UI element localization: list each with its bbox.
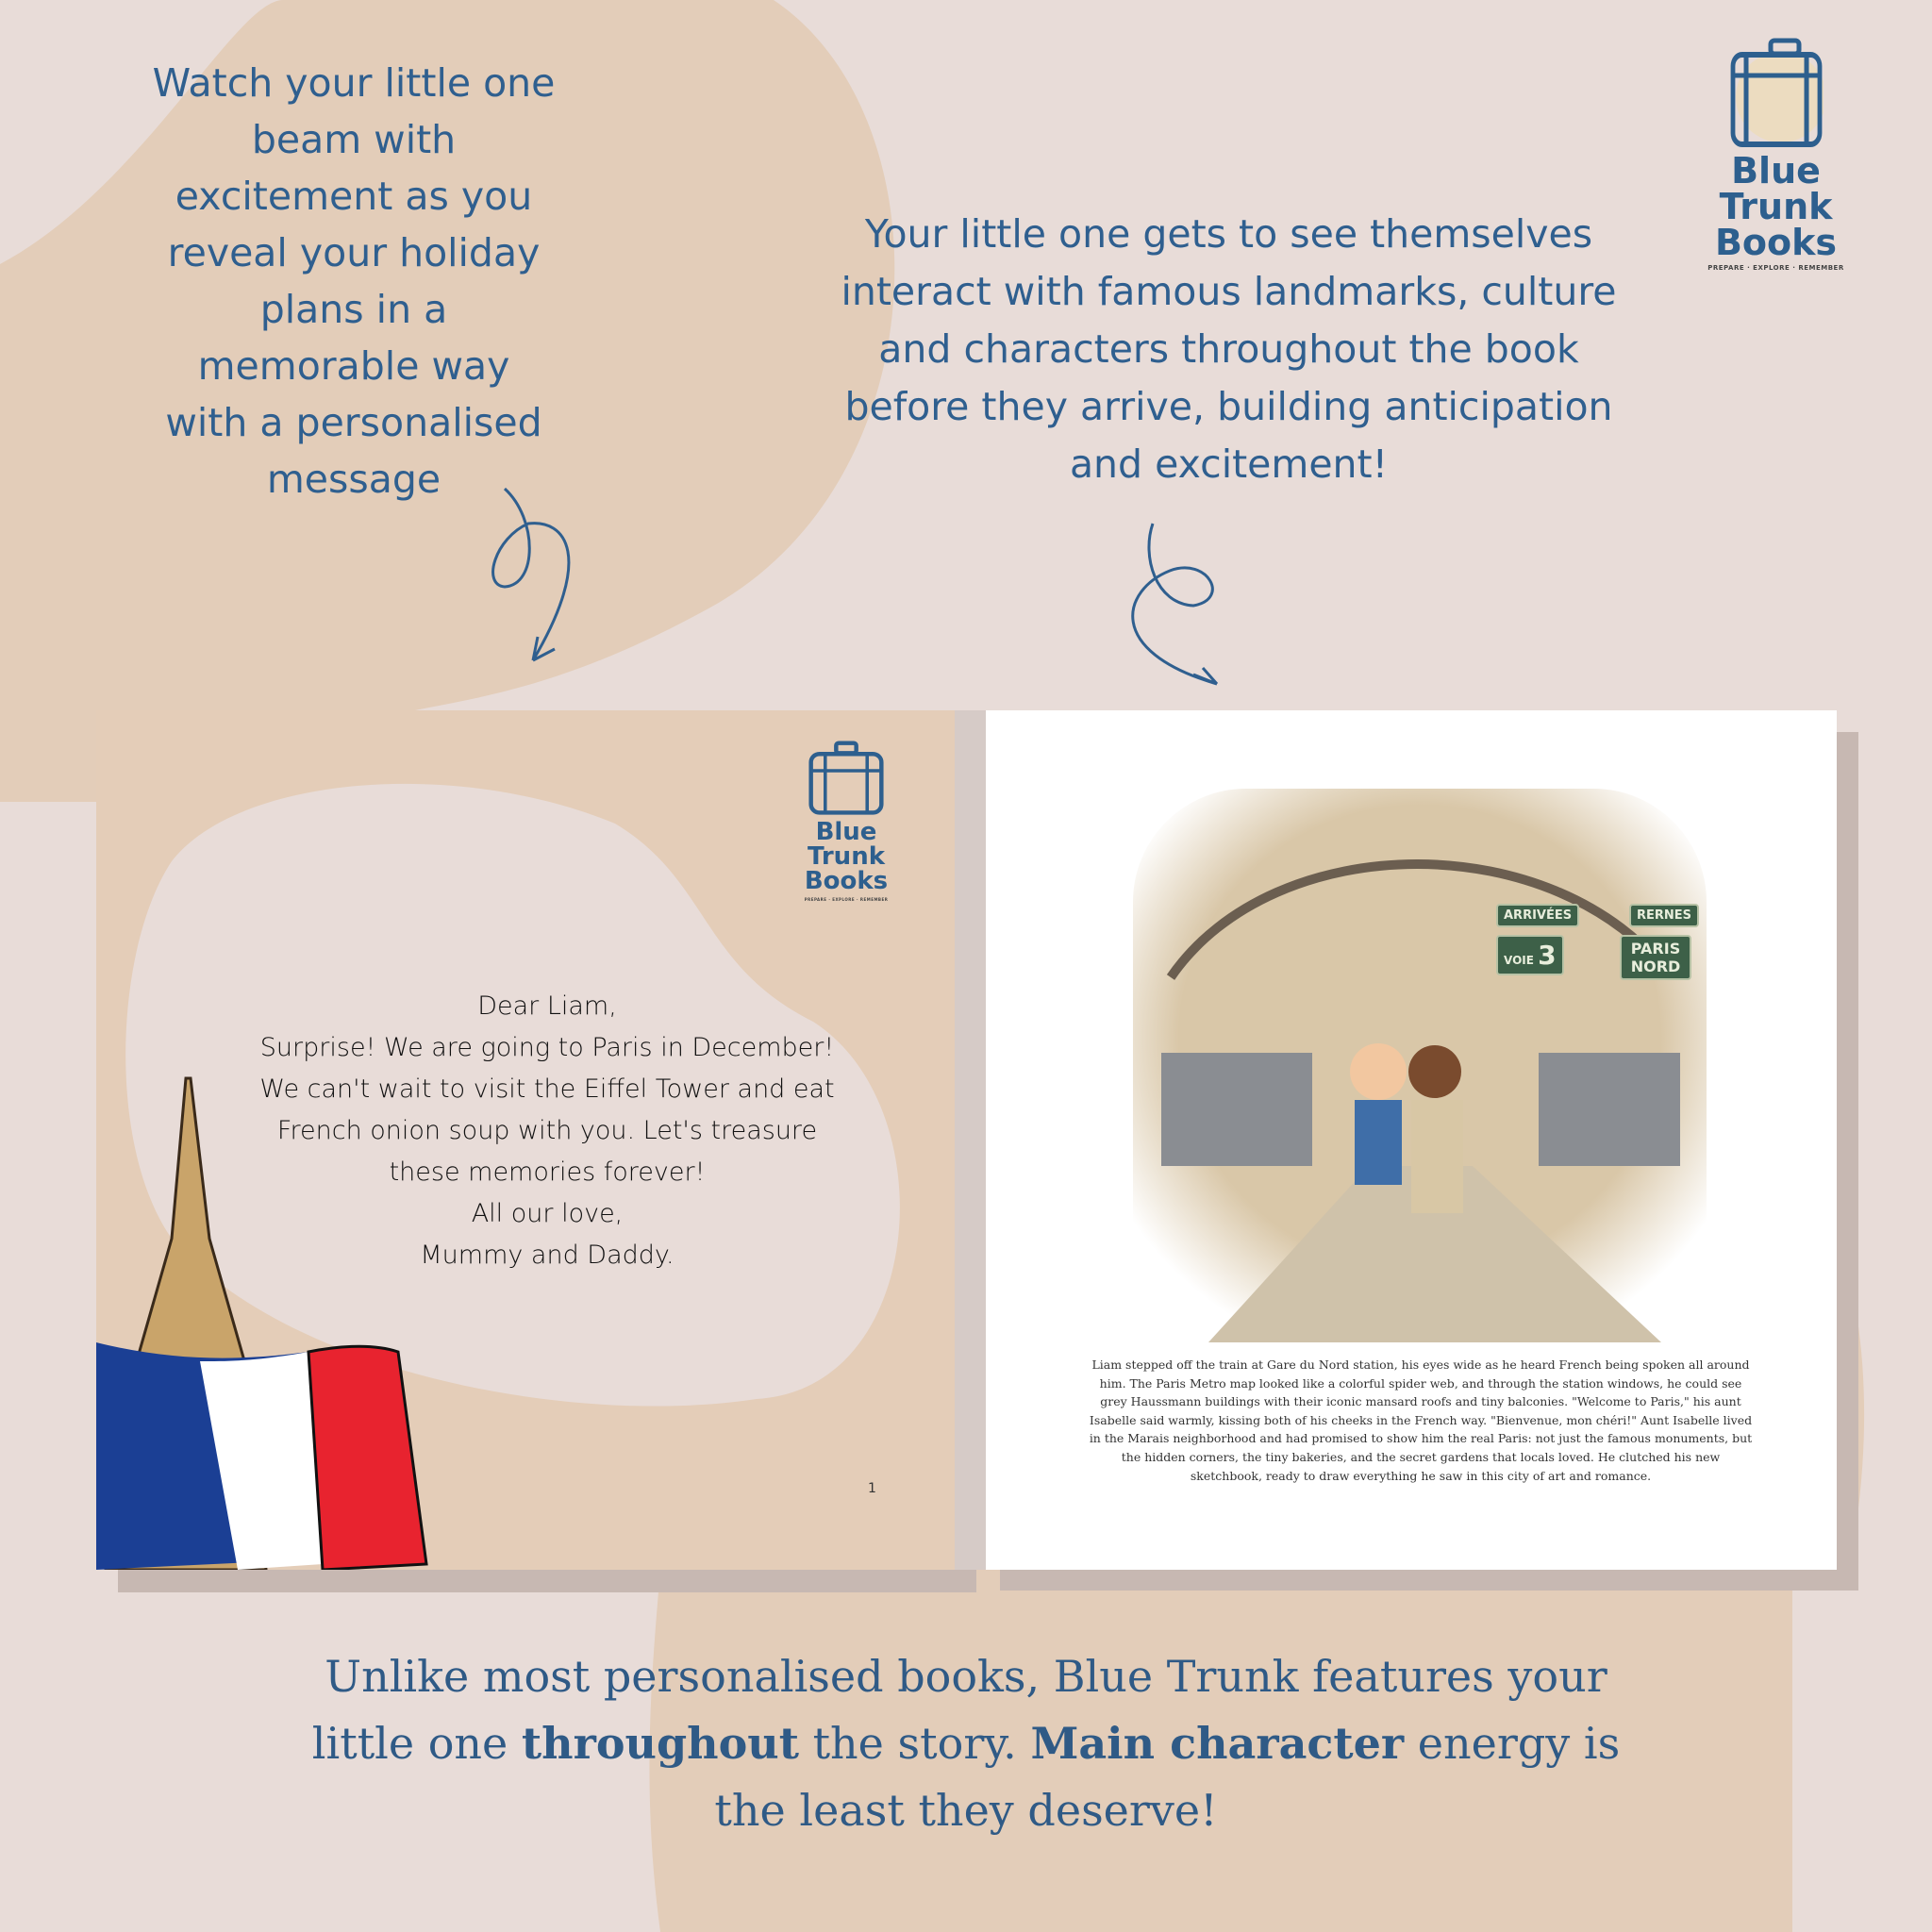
blurb-line: plans in a xyxy=(259,287,448,332)
logo-name: Books xyxy=(804,867,889,895)
bottom-tagline xyxy=(283,1643,1649,1844)
letter-line: We can't wait to visit the Eiffel Tower and eat xyxy=(259,1074,835,1104)
tagline-text: the story. xyxy=(798,1718,1031,1769)
blurb-line: reveal your holiday xyxy=(167,230,541,275)
blurb-line: with a personalised xyxy=(165,400,542,445)
sign-voie-label: VOIE xyxy=(1504,954,1534,967)
logo-name: Books xyxy=(1714,222,1838,263)
letter-line: French onion soup with you. Let's treasure xyxy=(276,1116,818,1145)
right-blurb xyxy=(792,206,1665,493)
blurb-line: Your little one gets to see themselves xyxy=(864,211,1593,257)
letter-line: Dear Liam, xyxy=(477,991,617,1021)
trunk-icon xyxy=(1729,36,1824,149)
logo-tagline: PREPARE · EXPLORE · REMEMBER xyxy=(804,897,889,902)
sign-voie-number: 3 xyxy=(1538,940,1557,971)
sign-paris-nord: PARIS NORD xyxy=(1620,935,1691,980)
tagline-bold: Main character xyxy=(1030,1718,1405,1769)
blurb-line: excitement as you xyxy=(175,174,533,219)
letter-line: All our love, xyxy=(471,1199,624,1228)
page-number: 1 xyxy=(868,1481,876,1496)
logo-tagline: PREPARE · EXPLORE · REMEMBER xyxy=(1707,264,1844,272)
left-blurb xyxy=(123,55,585,508)
blurb-line: memorable way xyxy=(197,343,510,389)
tagline-text: Unlike most personalised books, Blue Trunk features your little one xyxy=(311,1651,1607,1769)
letter-line: Surprise! We are going to Paris in December! xyxy=(259,1033,835,1062)
blurb-line: and excitement! xyxy=(1069,441,1389,487)
tagline-text: energy is the least they deserve! xyxy=(714,1718,1621,1836)
blurb-line: message xyxy=(266,457,441,502)
letter-line: Mummy and Daddy. xyxy=(420,1241,675,1270)
french-flag-icon xyxy=(96,1342,426,1570)
story-text: Liam stepped off the train at Gare du Nord station, his eyes wide as he heard French being spoken all around him. The Paris Metro map looked like a colorful spider web, and through the station windows, he could see grey Haussmann buildings with their iconic mansard roofs and tiny balconies. "Welcome to Paris," his aunt Isabelle said warmly, kissing both of his cheeks in the French way. "Bienvenue, mon chéri!" Aunt Isabelle lived in the Marais neighborhood and had promised to show him the real Paris: not just the famous monuments, but the hidden corners, the tiny bakeries, and the secret gardens that locals loved. He clutched his new sketchbook, ready to draw everything he saw in this city of art and romance. xyxy=(1089,1357,1753,1483)
sign-voie xyxy=(1496,935,1564,975)
blurb-line: and characters throughout the book xyxy=(878,326,1579,372)
letter-line: these memories forever! xyxy=(389,1158,706,1187)
curly-arrow-icon xyxy=(1104,519,1226,689)
book-spine xyxy=(955,710,986,1570)
tagline-bold: throughout xyxy=(521,1718,799,1769)
logo-name: Blue Trunk xyxy=(1719,150,1833,227)
personalised-letter xyxy=(226,986,868,1276)
illustration-art xyxy=(1133,789,1707,1342)
station-illustration xyxy=(1133,789,1707,1342)
blurb-line: before they arrive, building anticipation xyxy=(844,384,1613,429)
trunk-icon xyxy=(804,741,889,816)
blurb-line: Watch your little one xyxy=(152,60,556,106)
sign-arrivals: ARRIVÉES xyxy=(1496,904,1579,927)
sign-rennes: RERNES xyxy=(1629,904,1699,927)
page-logo xyxy=(775,741,917,902)
curly-arrow-icon xyxy=(481,481,594,670)
blurb-line: interact with famous landmarks, culture xyxy=(841,269,1617,314)
brand-logo xyxy=(1670,36,1882,272)
logo-name: Blue Trunk xyxy=(807,818,885,871)
blurb-line: beam with xyxy=(251,117,457,162)
